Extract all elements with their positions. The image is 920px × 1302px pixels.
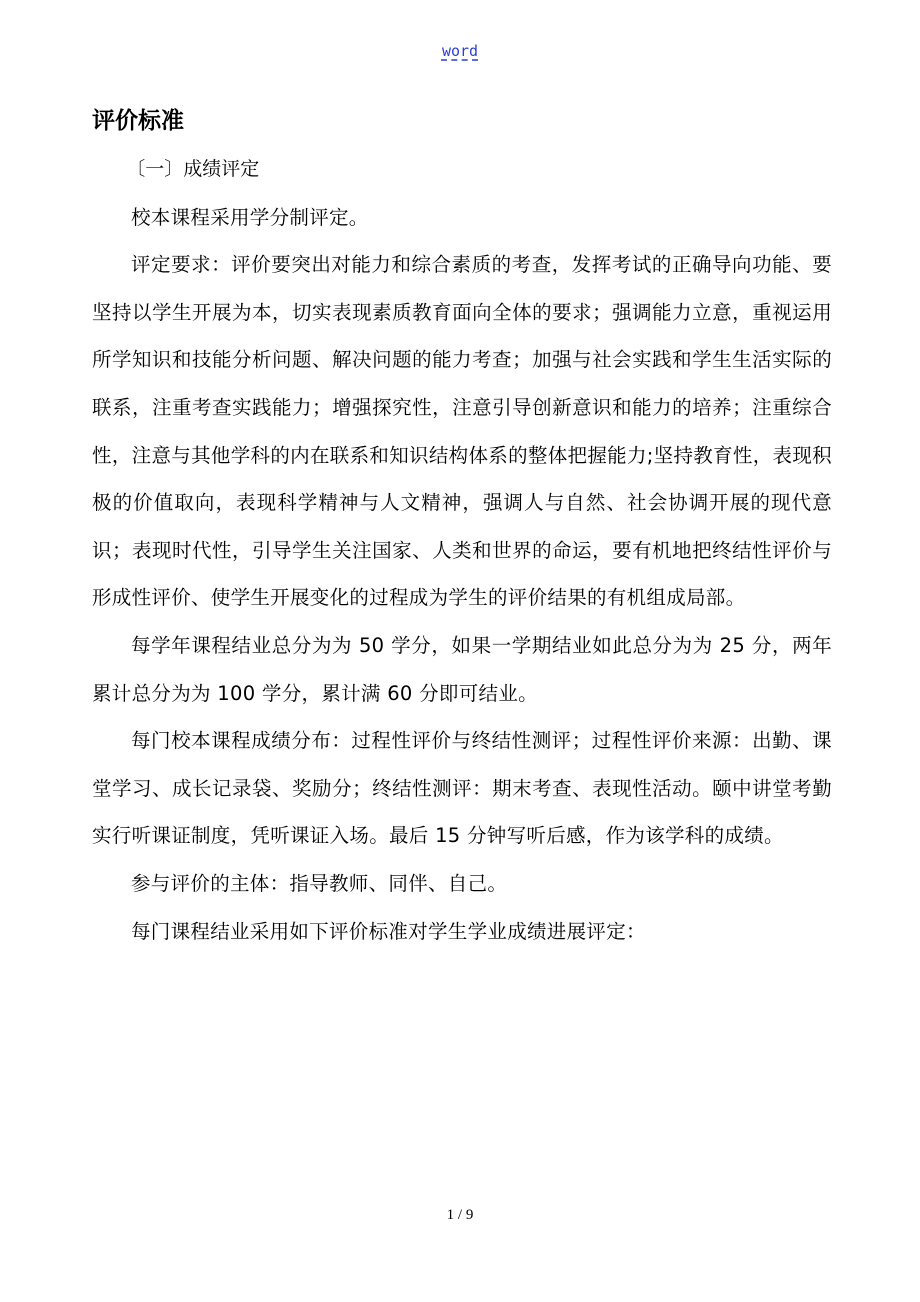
paragraph: 每门校本课程成绩分布：过程性评价与终结性测评；过程性评价来源：出勤、课堂学习、成长记录袋、奖励分；终结性测评：期末考查、表现性活动。颐中讲堂考勤实行听课证制度，凭听课证入场。最后 15 分钟写听后感，作为该学科的成绩。 — [92, 729, 832, 848]
document-body — [92, 146, 832, 955]
page-header — [0, 41, 920, 61]
paragraph: 参与评价的主体：指导教师、同伴、自己。 — [131, 871, 508, 895]
section-heading: 〔一〕成绩评定 — [126, 158, 260, 180]
paragraph: 校本课程采用学分制评定。 — [131, 205, 369, 229]
paragraph: 评定要求：评价要突出对能力和综合素质的考查，发挥考试的正确导向功能、要坚持以学生开展为本，切实表现素质教育面向全体的要求；强调能力立意，重视运用所学知识和技能分析问题、解决问题的能力考查；加强与社会实践和学生生活实际的联系，注重考查实践能力；增强探究性，注意引导创新意识和能力的培养；注重综合性，注意与其他学科的内在联系和知识结构体系的整体把握能力;坚持教育性，表现积极的价值取向，表现科学精神与人文精神，强调人与自然、社会协调开展的现代意识；表现时代性，引导学生关注国家、人类和世界的命运，要有机地把终结性评价与形成性评价、使学生开展变化的过程成为学生的评价结果的有机组成局部。 — [92, 253, 832, 610]
page-title: 评价标准 — [92, 108, 184, 134]
page-number: 1 / 9 — [446, 1207, 474, 1223]
paragraph: 每门课程结业采用如下评价标准对学生学业成绩进展评定： — [131, 919, 646, 943]
word-link[interactable]: word — [441, 42, 479, 60]
paragraph: 每学年课程结业总分为为 50 学分，如果一学期结业如此总分为为 25 分，两年累计总分为为 100 学分，累计满 60 分即可结业。 — [92, 633, 832, 705]
